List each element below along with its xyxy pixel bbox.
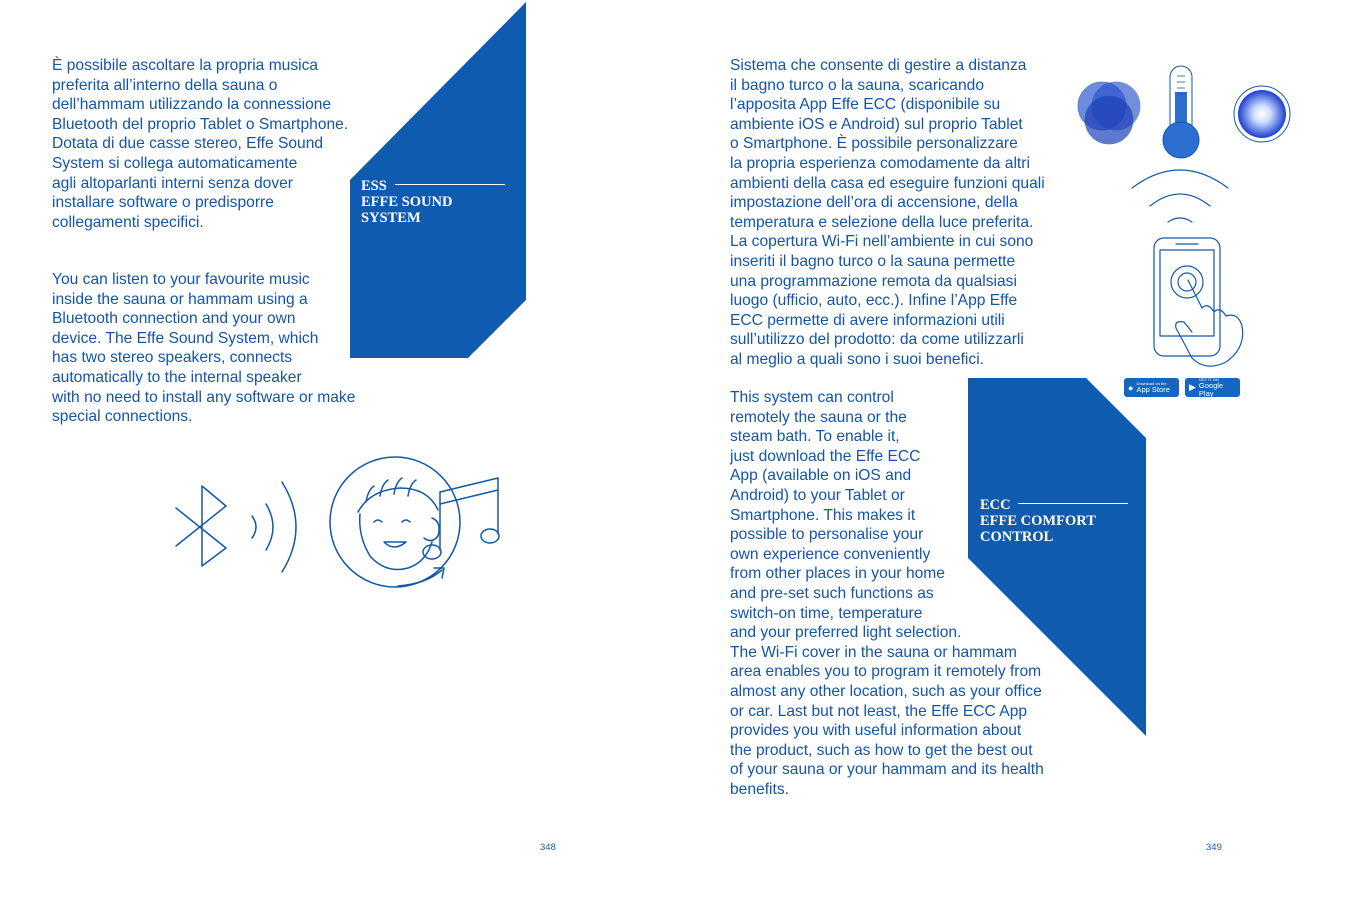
- text-line: App (available on iOS and: [730, 467, 912, 485]
- ess-italian-text: [52, 56, 348, 232]
- text-line: dell’hammam utilizzando la connessione: [52, 96, 332, 114]
- text-line: Bluetooth del proprio Tablet o Smartphone.: [52, 115, 349, 133]
- text-line: al meglio a quali sono i suoi benefici.: [730, 350, 984, 368]
- text-line: steam bath. To enable it,: [730, 428, 900, 446]
- text-line: inseriti il bagno turco o la sauna permette: [730, 252, 1016, 270]
- text-line: System si collega automaticamente: [52, 154, 298, 172]
- color-light-icon: [1078, 82, 1140, 144]
- panel-label-line: EFFE COMFORT: [980, 513, 1096, 529]
- text-line: ECC permette di avere informazioni utili: [730, 311, 1005, 329]
- text-line: Smartphone. This makes it: [730, 506, 916, 524]
- google-play-badge[interactable]: [1185, 378, 1240, 397]
- text-line: ambienti della casa ed eseguire funzioni quali: [730, 174, 1045, 192]
- panel-label-line: SYSTEM: [361, 210, 421, 226]
- text-line: The Wi-Fi cover in the sauna or hammam: [730, 643, 1017, 661]
- text-line: il bagno turco o la sauna, scaricando: [730, 76, 984, 94]
- panel-label-line: ECC: [980, 497, 1011, 513]
- play-icon: ▶: [1189, 382, 1196, 392]
- bluetooth-icon: [176, 486, 226, 566]
- app-store-badge[interactable]: [1124, 378, 1179, 397]
- ess-panel-label: [361, 178, 452, 226]
- text-line: possible to personalise your: [730, 526, 924, 544]
- text-line: Bluetooth connection and your own: [52, 310, 296, 328]
- panel-label-line: EFFE SOUND: [361, 194, 453, 210]
- text-line: has two stereo speakers, connects: [52, 349, 293, 367]
- text-line: luogo (ufficio, auto, ecc.). Infine l’App Effe: [730, 292, 1018, 310]
- text-line: remotely the sauna or the: [730, 408, 907, 426]
- text-line: provides you with useful information about: [730, 722, 1022, 740]
- panel-label-line: ESS: [361, 178, 387, 194]
- text-line: installare software o predisporre: [52, 194, 274, 212]
- ecc-italian-text: [730, 56, 1045, 370]
- badge-small-text: Download on the: [1136, 381, 1167, 386]
- badge-big-text: App Store: [1136, 385, 1170, 394]
- text-line: ambiente iOS e Android) sul proprio Tablet: [730, 115, 1023, 133]
- text-line: automatically to the internal speaker: [52, 368, 302, 386]
- badge-big-text: Google Play: [1198, 381, 1224, 398]
- text-line: own experience conveniently: [730, 545, 931, 563]
- text-line: sull’utilizzo del prodotto: da come utilizzarli: [730, 331, 1024, 349]
- text-line: or car. Last but not least, the Effe ECC App: [730, 702, 1028, 720]
- text-line: You can listen to your favourite music: [52, 271, 310, 288]
- text-line: La copertura Wi-Fi nell’ambiente in cui sono: [730, 233, 1034, 251]
- text-line: device. The Effe Sound System, which: [52, 329, 319, 347]
- apple-icon: ●: [1128, 382, 1134, 393]
- page-number: 349: [1206, 842, 1222, 853]
- badge-small-text: GET IT ON: [1198, 377, 1219, 382]
- text-line: o Smartphone. È possibile personalizzare: [730, 135, 1018, 153]
- text-line: una programmazione remota da qualsiasi: [730, 272, 1017, 290]
- text-line: preferita all’interno della sauna o: [52, 76, 278, 94]
- text-line: the product, such as how to get the best out: [730, 741, 1033, 759]
- text-line: inside the sauna or hammam using a: [52, 290, 308, 308]
- text-line: Dotata di due casse stereo, Effe Sound: [52, 135, 324, 153]
- text-line: area enables you to program it remotely from: [730, 663, 1042, 681]
- sound-waves-icon: [252, 482, 296, 572]
- text-line: This system can control: [730, 389, 894, 406]
- text-line: impostazione dell’ora di accensione, della: [730, 194, 1018, 212]
- text-line: Sistema che consente di gestire a distanza: [730, 57, 1027, 74]
- text-line: Android) to your Tablet or: [730, 486, 905, 504]
- text-line: temperatura e selezione della luce preferita.: [730, 213, 1034, 231]
- text-line: switch-on time, temperature: [730, 604, 923, 622]
- thermometer-icon: [1163, 66, 1199, 158]
- text-line: agli altoparlanti interni senza dover: [52, 174, 293, 192]
- text-line: and pre-set such functions as: [730, 584, 934, 602]
- panel-label-line: CONTROL: [980, 529, 1054, 545]
- text-line: with no need to install any software or make: [52, 388, 356, 406]
- text-line: È possibile ascoltare la propria musica: [52, 57, 319, 74]
- ecc-english-text: [730, 388, 1044, 799]
- person-listening-music-icon: [330, 457, 499, 587]
- wifi-icon: [1132, 170, 1228, 222]
- right-page: [678, 0, 1356, 904]
- text-line: of your sauna or your hammam and its health: [730, 761, 1044, 779]
- text-line: la propria esperienza comodamente da altri: [730, 154, 1030, 172]
- text-line: collegamenti specifici.: [52, 213, 204, 231]
- page-number: 348: [540, 842, 556, 853]
- text-line: almost any other location, such as your office: [730, 682, 1042, 700]
- bluetooth-music-illustration: [170, 450, 510, 590]
- text-line: special connections.: [52, 408, 193, 426]
- text-line: l’apposita App Effe ECC (disponibile su: [730, 96, 1001, 114]
- text-line: from other places in your home: [730, 565, 945, 583]
- smartphone-touch-icon: [1154, 238, 1243, 366]
- light-dial-icon: [1234, 86, 1290, 142]
- ecc-illustration: [1076, 62, 1296, 372]
- text-line: benefits.: [730, 780, 789, 798]
- text-line: and your preferred light selection.: [730, 624, 962, 642]
- ess-english-text: [52, 270, 355, 427]
- text-line: just download the Effe ECC: [730, 447, 921, 465]
